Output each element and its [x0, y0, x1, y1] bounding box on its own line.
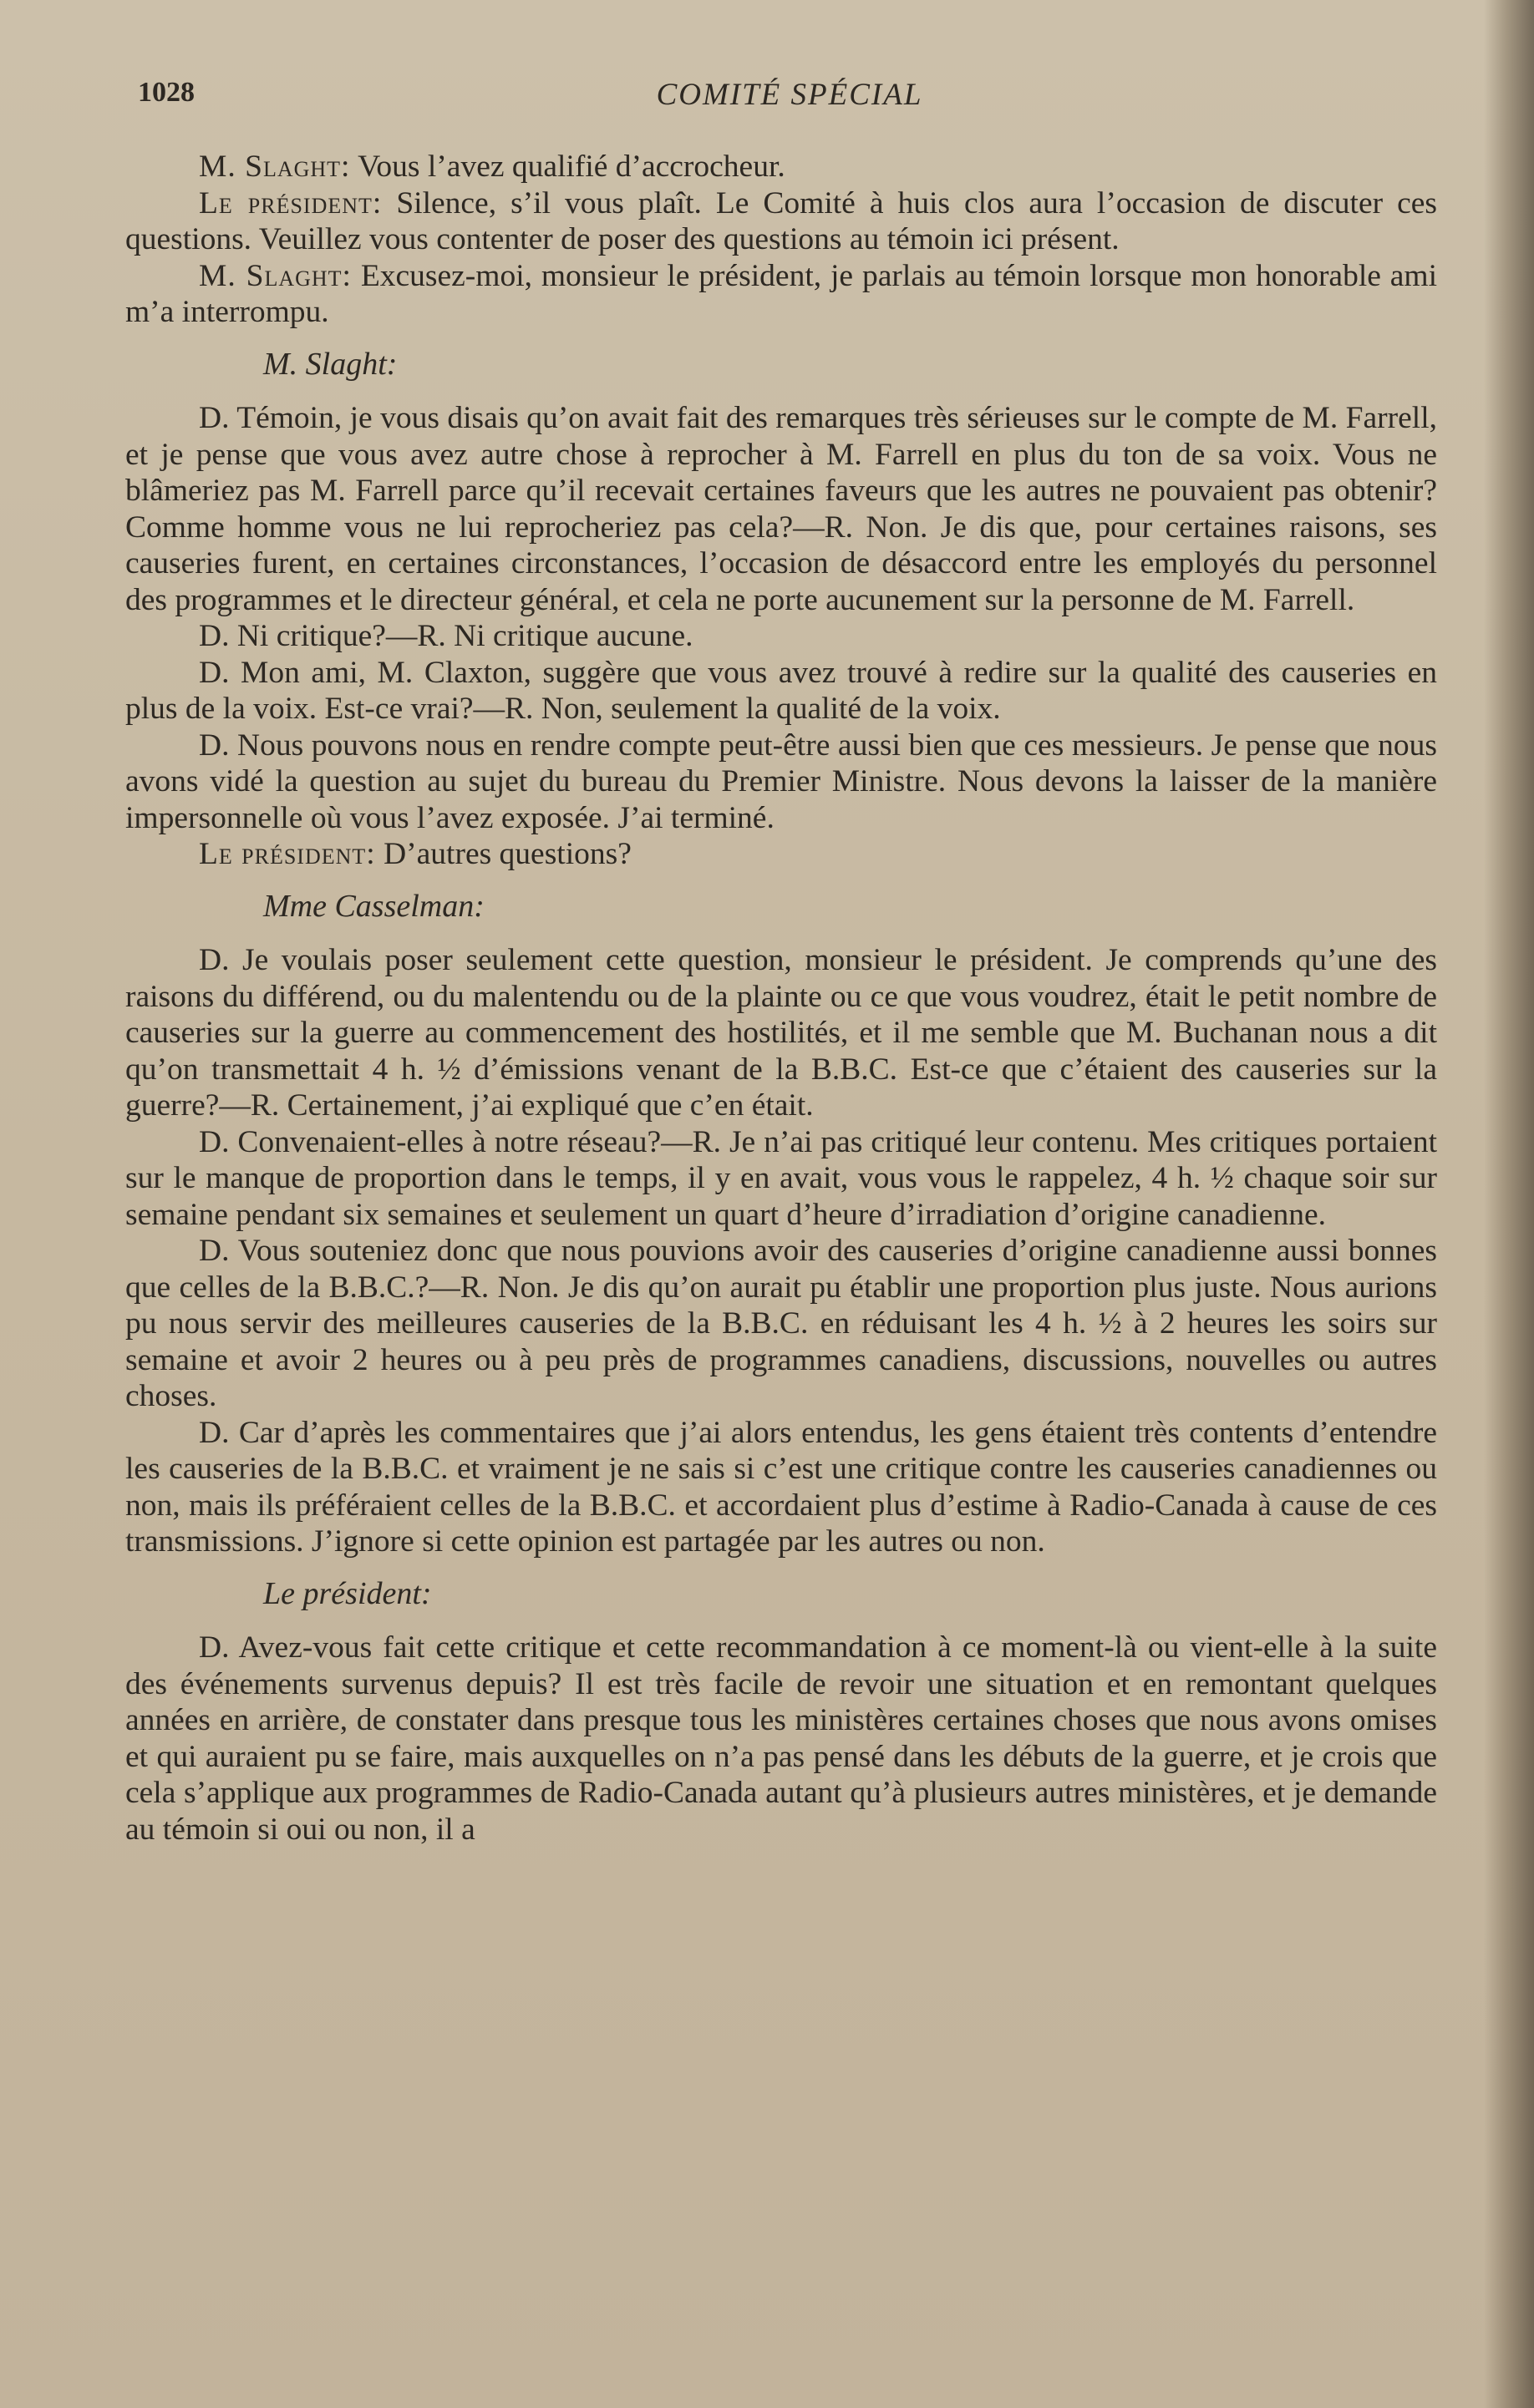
paragraph: D. Nous pouvons nous en rendre compte peut-être aussi bien que ces messieurs. Je pense que nous avons vidé la question au sujet du bureau du Premier Ministre. Nous devons la laisser de la manière impersonnelle où vous l’avez exposée. J’ai terminé.: [125, 727, 1437, 835]
paragraph: D. Ni critique?—R. Ni critique aucune.: [199, 619, 693, 653]
speaker-label: Le président:: [199, 185, 383, 221]
speaker-heading: Le président:: [263, 1575, 432, 1611]
speaker-label: M. Slaght:: [199, 258, 352, 293]
paragraph: D. Vous souteniez donc que nous pouvions avoir des causeries d’origine canadienne aussi bonnes que celles de la B.B.C.?—R. Non. Je dis qu’on aurait pu établir une proportion plus juste. Nous aurions pu nous servir des meilleures causeries de la B.B.C. en réduisant les 4 h. ½ à 2 heures les soirs sur semaine et avoir 2 heures ou à peu près de programmes canadiens, discussions, nouvelles ou autres choses.: [125, 1234, 1437, 1413]
paragraph: D. Avez-vous fait cette critique et cette recommandation à ce moment-là ou vient-elle à la suite des événements survenus depuis? Il est très facile de revoir une situation et en remontant quelques années en arrière, de constater dans presque tous les ministères certaines choses que nous avons omises et qui auraient pu se faire, mais auxquelles on n’a pas pensé dans les débuts de la guerre, et je crois que cela s’applique aux programmes de Radio-Canada autant qu’à plusieurs autres ministères, et je demande au témoin si oui ou non, il a: [125, 1630, 1437, 1847]
speaker-heading: M. Slaght:: [263, 346, 398, 382]
paragraph-text: Vous l’avez qualifié d’accrocheur.: [358, 150, 785, 184]
paragraph: D. Je voulais poser seulement cette question, monsieur le président. Je comprends qu’une des raisons du différend, ou du malentendu ou de la plainte ou ce que vous voudrez, était le petit nombre de causeries sur la guerre au commencement des hostilités, et il me semble que M. Buchanan nous a dit qu’on transmettait 4 h. ½ d’émissions venant de la B.B.C. Est-ce que c’étaient des causeries sur la guerre?—R. Certainement, j’ai expliqué que c’en était.: [125, 943, 1437, 1123]
binding-shadow: [1484, 0, 1534, 2408]
body-text: [125, 149, 1437, 1848]
speaker-label: M. Slaght:: [199, 150, 351, 184]
speaker-label: Le président:: [199, 837, 376, 871]
paragraph: D. Convenaient-elles à notre réseau?—R. Je n’ai pas critiqué leur contenu. Mes critiques portaient sur le manque de proportion dans le temps, il y en avait, vous vous le rappelez, 4 h. ½ chaque soir sur semaine pendant six semaines et seulement un quart d’heure d’irradiation d’origine canadienne.: [125, 1124, 1437, 1232]
paragraph: [125, 836, 1437, 873]
paragraph-text: D’autres questions?: [384, 837, 632, 871]
paragraph-text: Silence, s’il vous plaît. Le Comité à huis clos aura l’occasion de discuter ces questions. Veuillez vous contenter de poser des questions au témoin ici présent.: [125, 185, 1437, 256]
paragraph: [125, 149, 1437, 185]
paragraph: D. Car d’après les commentaires que j’ai alors entendus, les gens étaient très contents d’entendre les causeries de la B.B.C. et vraiment je ne sais si c’est une critique contre les causeries canadiennes ou non, mais ils préféraient celles de la B.B.C. et accordaient plus d’estime à Radio-Canada à cause de ces transmissions. J’ignore si cette opinion est partagée par les autres ou non.: [125, 1415, 1437, 1559]
paragraph-text: Excusez-moi, monsieur le président, je parlais au témoin lorsque mon honorable ami m’a interrompu.: [125, 258, 1438, 329]
page-header: [138, 77, 1441, 127]
paragraph: D. Mon ami, M. Claxton, suggère que vous avez trouvé à redire sur la qualité des causeries en plus de la voix. Est-ce vrai?—R. Non, seulement la qualité de la voix.: [125, 655, 1437, 726]
running-title: COMITÉ SPÉCIAL: [656, 78, 923, 112]
speaker-heading: Mme Casselman:: [263, 888, 485, 924]
paragraph: D. Témoin, je vous disais qu’on avait fait des remarques très sérieuses sur le compte de M. Farrell, et je pense que vous avez autre chose à reprocher à M. Farrell en plus du ton de sa voix. Vous ne blâmeriez pas M. Farrell parce qu’il recevait certaines faveurs que les autres ne pouvaient pas obtenir? Comme homme vous ne lui reprocheriez pas cela?—R. Non. Je dis que, pour certaines raisons, ses causeries furent, en certaines circonstances, l’occasion de désaccord entre les employés du personnel des programmes et le directeur général, et cela ne porte aucunement sur la personne de M. Farrell.: [125, 401, 1437, 617]
paragraph: [125, 258, 1437, 331]
paragraph: [125, 185, 1437, 258]
page-number: 1028: [138, 77, 195, 108]
